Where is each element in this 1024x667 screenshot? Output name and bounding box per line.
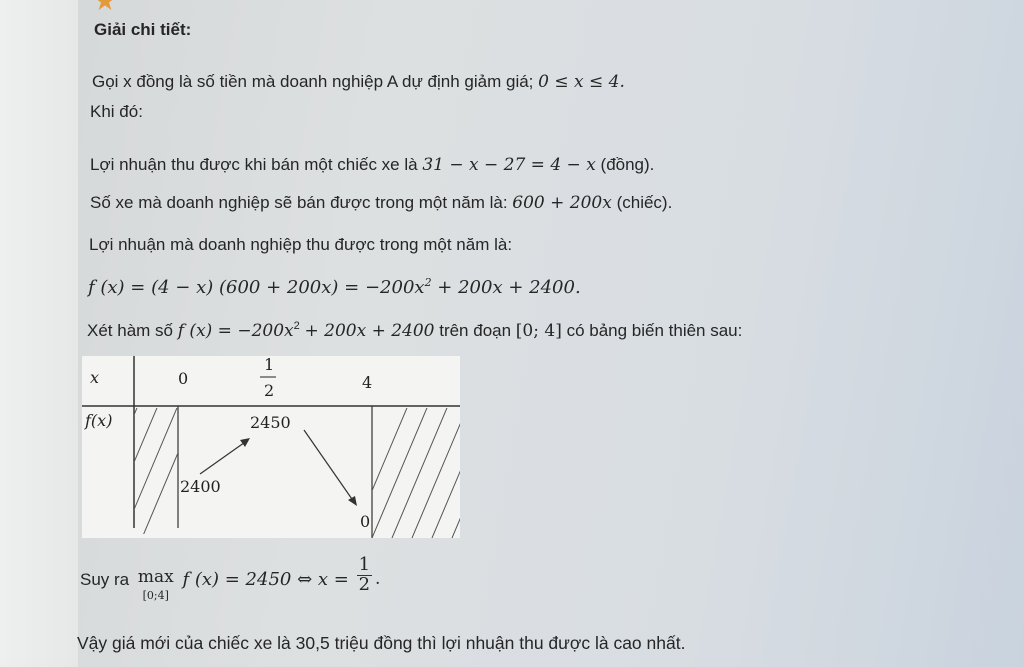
conclusion-prefix: Suy ra xyxy=(80,570,130,589)
cars-math: 600 + 200x xyxy=(512,193,612,213)
paragraph-profit-per-car xyxy=(90,155,654,175)
paragraph-text: Số xe mà doanh nghiệp sẽ bán được trong một năm là: xyxy=(90,193,508,212)
inequality-math: 0 ≤ x ≤ 4. xyxy=(538,72,625,92)
interval-math: [0; 4] xyxy=(515,321,562,341)
paragraph-text: Gọi x đồng là số tiền mà doanh nghiệp A dự định giảm giá; xyxy=(92,72,534,91)
solution-heading: Giải chi tiết: xyxy=(94,20,192,39)
f-value-end: 0 xyxy=(360,512,371,531)
max-operator xyxy=(138,569,174,601)
conclusion-fraction xyxy=(357,556,372,595)
profit-equation xyxy=(88,276,581,298)
function-math-rest: + 200x + 2400 xyxy=(304,321,435,341)
max-subscript: [0;4] xyxy=(142,589,169,602)
f-value-start: 2400 xyxy=(180,477,221,496)
paragraph-tail: có bảng biến thiên sau: xyxy=(566,321,743,340)
increase-arrowhead xyxy=(240,438,250,447)
conclusion-end: . xyxy=(375,569,381,589)
decrease-arrow-line xyxy=(304,430,354,502)
equation-rhs: + 200x + 2400. xyxy=(437,277,581,298)
equation-lhs: f (x) = (4 − x) (600 + 200x) = −200x xyxy=(88,277,425,298)
x-label: x xyxy=(90,368,100,387)
conclusion-line xyxy=(80,556,380,601)
page-margin xyxy=(0,0,78,667)
paragraph-tail: (đồng). xyxy=(600,155,655,174)
paragraph-tail: (chiếc). xyxy=(616,193,673,212)
conclusion-expr: f (x) = 2450 ⇔ x = xyxy=(182,569,349,590)
paragraph-text: Lợi nhuận thu được khi bán một chiếc xe là xyxy=(90,155,418,174)
paragraph-variable xyxy=(92,72,625,92)
profit-math: 31 − x − 27 = 4 − x xyxy=(422,155,596,175)
paragraph-text: Xét hàm số xyxy=(87,321,173,340)
star-icon xyxy=(94,0,116,12)
function-math: f (x) = −200x xyxy=(177,321,294,341)
x-value-0: 0 xyxy=(178,369,189,388)
paragraph-then: Khi đó: xyxy=(90,102,143,121)
f-label: f(x) xyxy=(85,411,113,430)
equation-exponent: 2 xyxy=(424,276,432,289)
x-value-half-num: 1 xyxy=(264,356,275,374)
final-sentence: Vậy giá mới của chiếc xe là 30,5 triệu đồng thì lợi nhuận thu được là cao nhất. xyxy=(77,633,686,653)
function-exponent: 2 xyxy=(293,320,300,332)
x-value-half-den: 2 xyxy=(264,381,275,400)
increase-arrow-line xyxy=(200,440,248,474)
f-value-max: 2450 xyxy=(250,413,291,432)
max-label: max xyxy=(137,567,174,587)
fraction-denominator: 2 xyxy=(358,573,371,595)
x-value-4: 4 xyxy=(362,373,373,392)
paragraph-annual-profit: Lợi nhuận mà doanh nghiệp thu được trong một năm là: xyxy=(89,235,513,254)
variation-table xyxy=(82,356,460,538)
paragraph-cars-sold xyxy=(90,193,672,213)
decrease-arrowhead xyxy=(348,496,357,506)
paragraph-consider-function xyxy=(87,320,742,341)
fraction-numerator: 1 xyxy=(358,554,371,575)
paragraph-mid: trên đoạn xyxy=(439,321,512,340)
